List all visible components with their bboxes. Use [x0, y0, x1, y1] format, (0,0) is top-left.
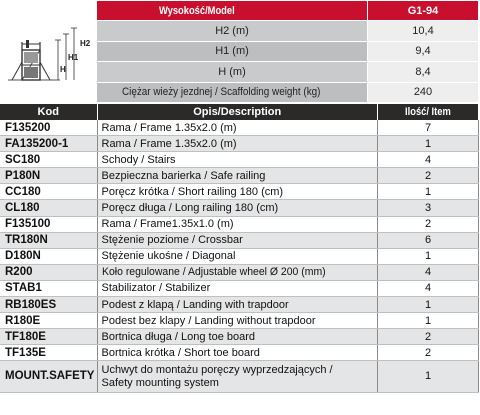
- part-quantity: 6: [378, 232, 479, 248]
- part-description: Bezpieczna barierka / Safe railing: [97, 168, 378, 184]
- part-quantity: 2: [378, 216, 479, 232]
- part-code: F135200: [0, 120, 97, 136]
- spec-row: [97, 82, 479, 102]
- column-header-description: Opis/Description: [97, 104, 378, 120]
- spec-row: [97, 62, 479, 82]
- table-row: [0, 152, 479, 168]
- table-row: [0, 280, 479, 296]
- parts-table: [0, 104, 479, 393]
- parts-header-row: [0, 104, 479, 120]
- part-description: Podest bez klapy / Landing without trapdoor: [97, 313, 378, 329]
- part-code: RB180ES: [0, 297, 97, 313]
- table-row: [0, 248, 479, 264]
- part-description: Bortnica długa / Long toe board: [97, 329, 378, 345]
- spec-header-model: G1-94: [368, 1, 479, 21]
- column-header-code: Kod: [0, 104, 97, 120]
- part-quantity: 1: [378, 297, 479, 313]
- spec-row-label: H2 (m): [97, 21, 368, 41]
- spec-row-label: H (m): [97, 62, 368, 82]
- spec-table: [96, 0, 479, 103]
- part-description: Rama / Frame1.35x1.0 (m): [97, 216, 378, 232]
- part-description-line: Safety mounting system: [101, 376, 219, 389]
- part-code: R200: [0, 264, 97, 280]
- part-description: [97, 361, 378, 393]
- spec-header-label: Wysokość/Model: [97, 1, 368, 21]
- spec-row-value: 9,4: [368, 41, 479, 61]
- spec-row-label: Ciężar wieży jezdnej / Scaffolding weight (kg): [97, 82, 368, 102]
- part-description: Stężenie poziome / Crossbar: [97, 232, 378, 248]
- part-quantity: 2: [378, 329, 479, 345]
- table-row: [0, 168, 479, 184]
- part-description: Stężenie ukośne / Diagonal: [97, 248, 378, 264]
- part-quantity: 2: [378, 345, 479, 361]
- part-code: SC180: [0, 152, 97, 168]
- table-row: [0, 216, 479, 232]
- spec-row-value: 10,4: [368, 21, 479, 41]
- part-description: Koło regulowane / Adjustable wheel Ø 200 (mm): [97, 264, 378, 280]
- table-row: [0, 184, 479, 200]
- part-code: CC180: [0, 184, 97, 200]
- part-description: Poręcz długa / Long railing 180 (cm): [97, 200, 378, 216]
- table-row: [0, 329, 479, 345]
- part-quantity: 1: [378, 136, 479, 152]
- part-quantity: 4: [378, 280, 479, 296]
- spec-header-row: [97, 1, 479, 21]
- spec-row-value: 240: [368, 82, 479, 102]
- column-header-quantity: Ilość/ Item: [378, 104, 479, 120]
- table-row: [0, 120, 479, 136]
- part-quantity: 1: [378, 361, 479, 393]
- part-code: P180N: [0, 168, 97, 184]
- part-code: F135100: [0, 216, 97, 232]
- table-row: [0, 297, 479, 313]
- part-quantity: 1: [378, 248, 479, 264]
- part-code: TR180N: [0, 232, 97, 248]
- part-description: Stabilizator / Stabilizer: [97, 280, 378, 296]
- part-description: Rama / Frame 1.35x2.0 (m): [97, 136, 378, 152]
- part-quantity: 7: [378, 120, 479, 136]
- table-row: [0, 345, 479, 361]
- h2-label: H2: [80, 39, 91, 48]
- part-description: Rama / Frame 1.35x2.0 (m): [97, 120, 378, 136]
- part-description: Schody / Stairs: [97, 152, 378, 168]
- part-code: MOUNT.SAFETY: [0, 361, 97, 393]
- part-quantity: 2: [378, 168, 479, 184]
- part-code: R180E: [0, 313, 97, 329]
- part-code: TF180E: [0, 329, 97, 345]
- h-label: H: [60, 65, 66, 74]
- spec-row-label: H1 (m): [97, 41, 368, 61]
- part-quantity: 1: [378, 184, 479, 200]
- spec-row: [97, 21, 479, 41]
- table-row: [0, 200, 479, 216]
- part-code: TF135E: [0, 345, 97, 361]
- part-code: D180N: [0, 248, 97, 264]
- table-row: [0, 232, 479, 248]
- part-description-line: Uchwyt do montażu poręczy wyprzedzających /: [101, 363, 333, 376]
- part-code: CL180: [0, 200, 97, 216]
- part-code: FA135200-1: [0, 136, 97, 152]
- part-quantity: 4: [378, 264, 479, 280]
- table-row: [0, 136, 479, 152]
- part-quantity: 3: [378, 200, 479, 216]
- spec-row: [97, 41, 479, 61]
- scaffold-diagram: [0, 0, 96, 102]
- table-row: [0, 264, 479, 280]
- spec-row-value: 8,4: [368, 62, 479, 82]
- h1-label: H1: [68, 53, 79, 62]
- part-quantity: 4: [378, 152, 479, 168]
- part-description: Podest z klapą / Landing with trapdoor: [97, 297, 378, 313]
- part-description: Poręcz krótka / Short railing 180 (cm): [97, 184, 378, 200]
- table-row: [0, 361, 479, 393]
- scaffold-tower-illustration: [0, 0, 96, 102]
- part-code: STAB1: [0, 280, 97, 296]
- part-description: Bortnica krótka / Short toe board: [97, 345, 378, 361]
- part-quantity: 1: [378, 313, 479, 329]
- table-row: [0, 313, 479, 329]
